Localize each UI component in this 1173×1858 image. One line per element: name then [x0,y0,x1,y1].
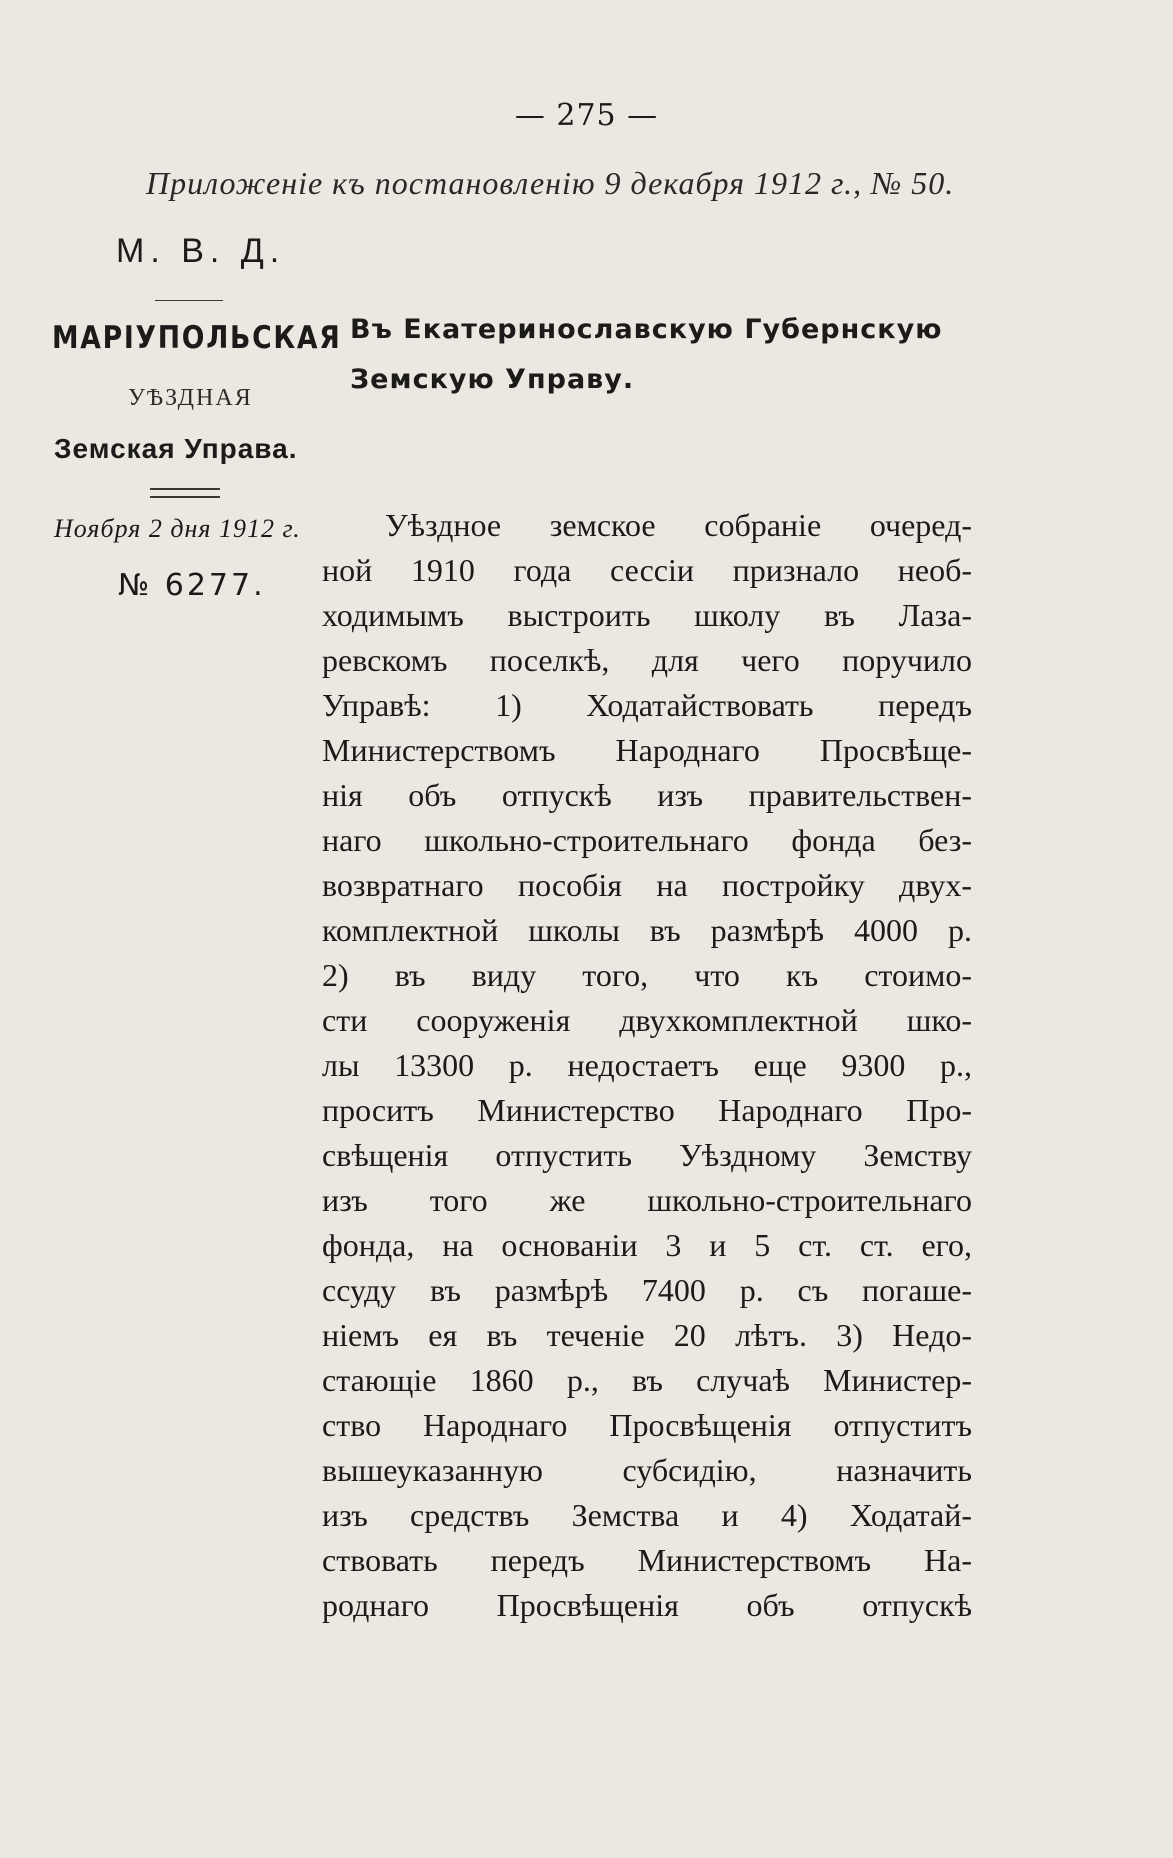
body-line: ссуду въ размѣрѣ 7400 р. съ погаше- [322,1272,972,1308]
body-line: комплектной школы въ размѣрѣ 4000 р. [322,912,972,948]
body-line: ство Народнаго Просвѣщенія отпуститъ [322,1407,972,1443]
divider [155,300,223,301]
body-line: ходимымъ выстроить школу въ Лаза- [322,597,972,633]
ministry-abbreviation: М. В. Д. [116,232,286,270]
addressee-line-2: Земскую Управу. [350,364,635,395]
body-line: ствовать передъ Министерствомъ На- [322,1542,972,1578]
body-line: лы 13300 р. недостаетъ еще 9300 р., [322,1047,972,1083]
body-line: свѣщенія отпустить Уѣздному Земству [322,1137,972,1173]
body-line: фонда, на основаніи 3 и 5 ст. ст. его, [322,1227,972,1263]
body-line: изъ того же школьно-строительнаго [322,1182,972,1218]
body-line: 2) въ виду того, что къ стоимо- [322,957,972,993]
appendix-note: Приложеніе къ постановленію 9 декабря 1912 г., № 50. [146,165,955,201]
body-line: роднаго Просвѣщенія объ отпускѣ [322,1587,972,1623]
body-line: стающіе 1860 р., въ случаѣ Министер- [322,1362,972,1398]
body-line: ной 1910 года сессіи признало необ- [322,552,972,588]
body-line: Управѣ: 1) Ходатайствовать передъ [322,687,972,723]
body-line: возвратнаго пособія на постройку двух- [322,867,972,903]
letter-body [322,503,972,1628]
letter-number: № 6277. [118,568,266,603]
body-line: сти сооруженія двухкомплектной шко- [322,1002,972,1038]
page-number: — 275 — [514,98,659,133]
letter-date: Ноября 2 дня 1912 г. [54,514,301,543]
body-line: Министерствомъ Народнаго Просвѣще- [322,732,972,768]
body-line: проситъ Министерство Народнаго Про- [322,1092,972,1128]
body-line: нія объ отпускѣ изъ правительствен- [322,777,972,813]
body-line: Уѣздное земское собраніе очеред- [385,507,972,543]
office-title: Земская Управа. [54,433,298,464]
body-line: вышеуказанную субсидію, назначить [322,1452,972,1488]
body-line: изъ средствъ Земства и 4) Ходатай- [322,1497,972,1533]
body-line: ревскомъ поселкѣ, для чего поручило [322,642,972,678]
office-type: УѢЗДНАЯ [128,385,253,411]
body-line: наго школьно-строительнаго фонда без- [322,822,972,858]
body-line: ніемъ ея въ теченіе 20 лѣтъ. 3) Недо- [322,1317,972,1353]
addressee-line-1: Въ Екатеринославскую Губернскую [350,314,943,345]
double-divider [150,488,220,498]
office-name: МАРІУПОЛЬСКАЯ [52,320,342,356]
